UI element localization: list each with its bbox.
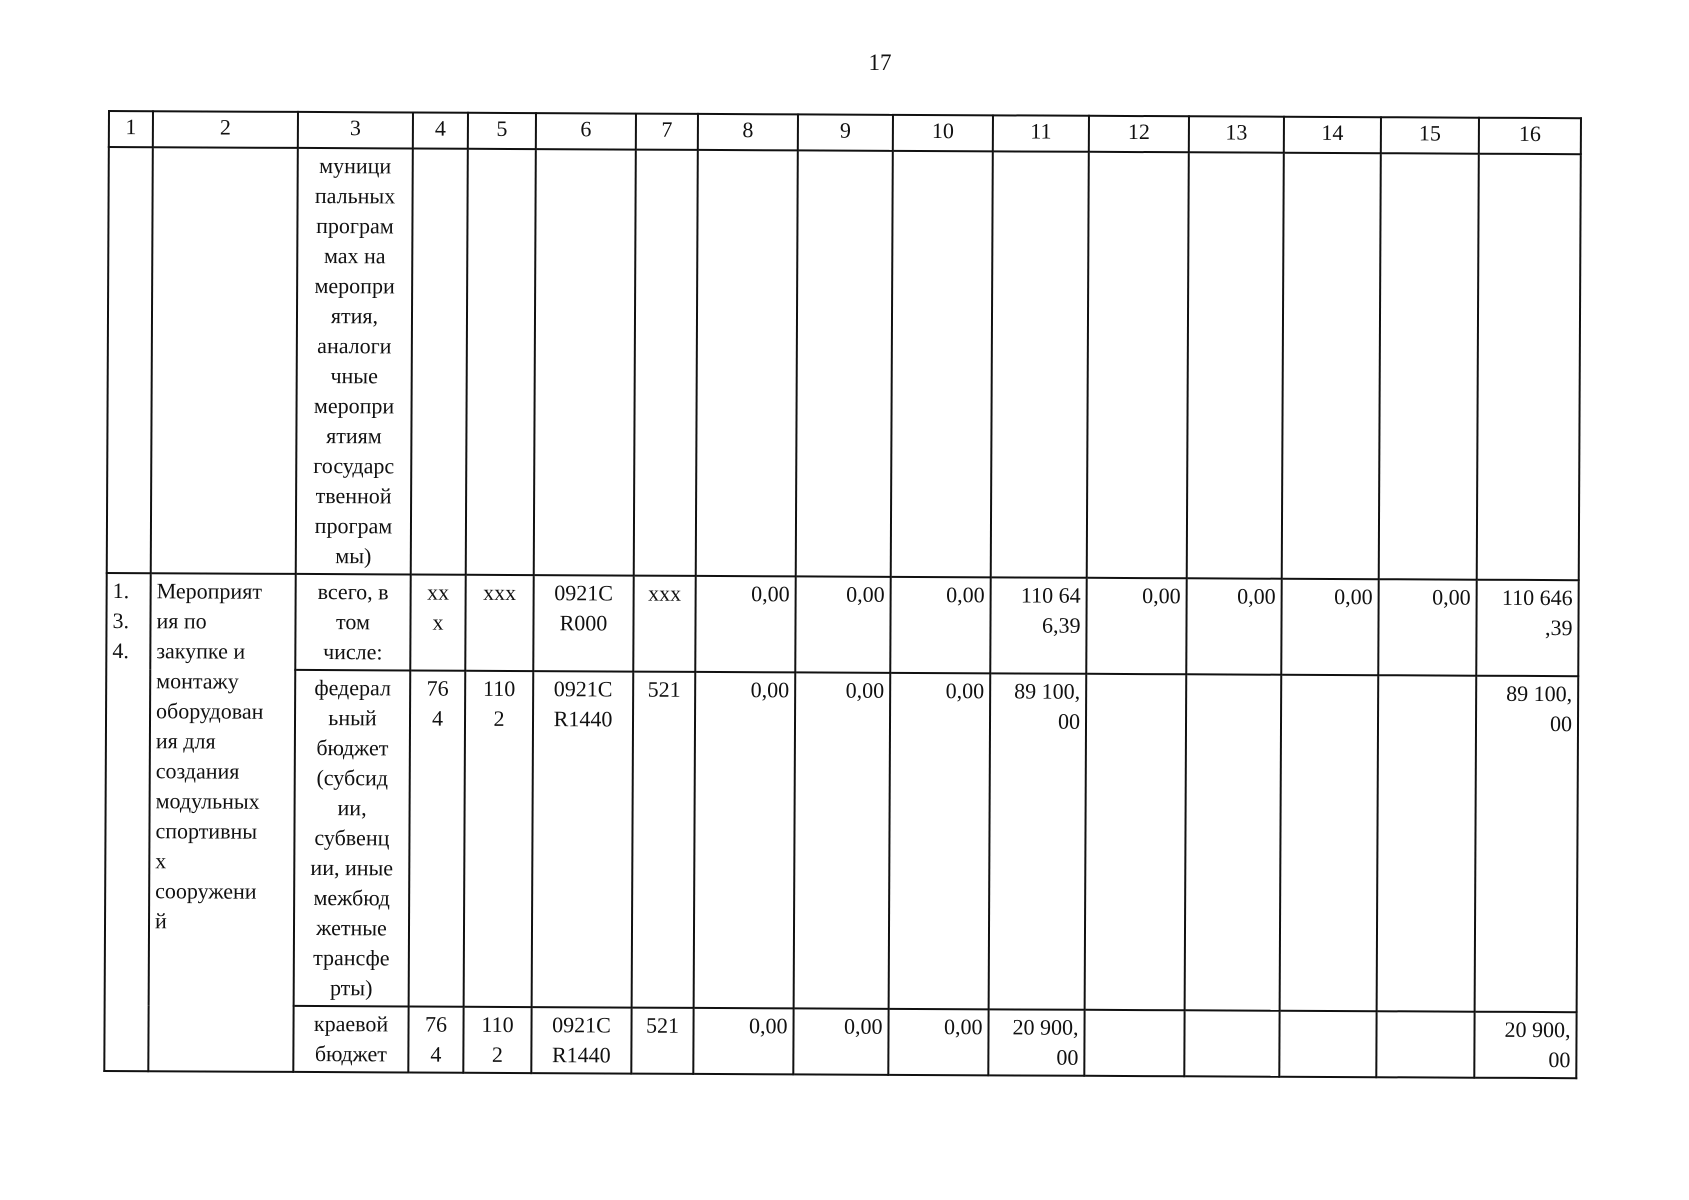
- table-cell: 20 900, 00: [1474, 1012, 1576, 1078]
- table-cell: [534, 149, 636, 575]
- table-row-federal: [105, 669, 1579, 1012]
- table-cell: 0921С R1440: [531, 1007, 631, 1073]
- column-header: 5: [468, 113, 536, 149]
- table-cell: 89 100, 00: [989, 673, 1087, 1009]
- table-cell: 0,00: [695, 576, 795, 672]
- item-number: 1. 3. 4.: [104, 573, 150, 1071]
- table-cell: [107, 147, 153, 573]
- table-row-regional: [104, 1005, 1576, 1078]
- item-name: Мероприят ия по закупке и монтажу оборудован ия для создания модульных спортивны х сооружени й: [148, 573, 295, 1072]
- table-cell: [1184, 1010, 1279, 1076]
- table-cell: [1282, 153, 1381, 579]
- table-cell: 110 64 6,39: [990, 577, 1086, 673]
- column-header: 11: [993, 115, 1089, 151]
- table-cell: 0,00: [1186, 578, 1281, 674]
- column-header: 7: [636, 114, 698, 150]
- table-cell: [1280, 675, 1379, 1011]
- table-cell: 0,00: [888, 1009, 988, 1075]
- table-cell: [151, 147, 298, 574]
- column-header: 13: [1189, 116, 1284, 152]
- page-number: 17: [868, 50, 892, 75]
- table-cell: 0,00: [793, 1008, 888, 1074]
- table-cell: ххх: [633, 576, 695, 672]
- funding-source: краевой бюджет: [293, 1006, 408, 1073]
- table-cell: хх х: [410, 574, 465, 670]
- column-header: 15: [1381, 117, 1479, 153]
- table-cell: 0,00: [890, 577, 990, 673]
- table-cell: [634, 150, 698, 576]
- column-header: 12: [1089, 116, 1189, 152]
- table-cell: [1187, 152, 1284, 578]
- table-cell: 0921С R000: [533, 575, 633, 671]
- table-cell: 110 2: [463, 1007, 531, 1073]
- table-cell: 76 4: [408, 1006, 463, 1072]
- table-cell: [1084, 1010, 1184, 1076]
- table-cell: [1377, 675, 1477, 1011]
- table-cell: 0,00: [795, 576, 890, 672]
- table-cell: 110 646 ,39: [1476, 580, 1578, 676]
- table-cell: [1085, 674, 1187, 1010]
- table-cell: 0,00: [694, 672, 796, 1008]
- column-header: 16: [1479, 118, 1581, 154]
- table-cell: [1379, 153, 1479, 579]
- table-cell: [466, 149, 536, 575]
- budget-table: [103, 110, 1582, 1079]
- funding-source: всего, в том числе:: [295, 574, 410, 671]
- table-cell: 20 900, 00: [988, 1009, 1084, 1075]
- table-cell: [891, 151, 993, 577]
- continuation-text: муници пальных програм мах на меропри ятия, аналоги чные меропри ятиям государс твенной програм мы): [296, 148, 413, 575]
- table-cell: [411, 148, 468, 574]
- column-header: 14: [1284, 117, 1381, 153]
- table-cell: [696, 150, 798, 576]
- table-cell: [1185, 674, 1282, 1010]
- table-cell: 0921С R1440: [532, 671, 634, 1007]
- table-cell: 0,00: [1086, 578, 1186, 674]
- table-cell: 0,00: [794, 672, 891, 1008]
- column-header: 9: [798, 114, 893, 150]
- table-cell: 521: [631, 1008, 693, 1074]
- column-header: 4: [413, 112, 468, 148]
- table-cell: 521: [632, 672, 696, 1008]
- continuation-row: [107, 147, 1581, 580]
- table-cell: 0,00: [1378, 579, 1476, 675]
- table-cell: [991, 151, 1089, 577]
- table-row-total: [106, 573, 1578, 676]
- table-cell: 0,00: [1281, 579, 1378, 675]
- table-cell: [796, 150, 893, 576]
- table-cell: [1279, 1011, 1376, 1077]
- column-header: 3: [298, 112, 413, 149]
- table-cell: ххх: [465, 575, 533, 671]
- table-cell: [1087, 152, 1189, 578]
- column-header: 6: [536, 113, 636, 149]
- table-cell: [1376, 1011, 1474, 1077]
- table-cell: 76 4: [409, 670, 466, 1006]
- column-header: 2: [153, 111, 298, 148]
- column-header: 10: [893, 115, 993, 151]
- funding-source: федерал ьный бюджет (субсид ии, субвенц ии, иные межбюд жетные трансфе рты): [294, 670, 411, 1007]
- table-cell: 0,00: [693, 1008, 793, 1074]
- column-header: 8: [698, 114, 798, 150]
- table-cell: 0,00: [889, 673, 991, 1009]
- table-cell: [1477, 154, 1581, 580]
- table-cell: 110 2: [464, 671, 534, 1007]
- column-header: 1: [109, 111, 153, 147]
- table-cell: 89 100, 00: [1475, 676, 1579, 1012]
